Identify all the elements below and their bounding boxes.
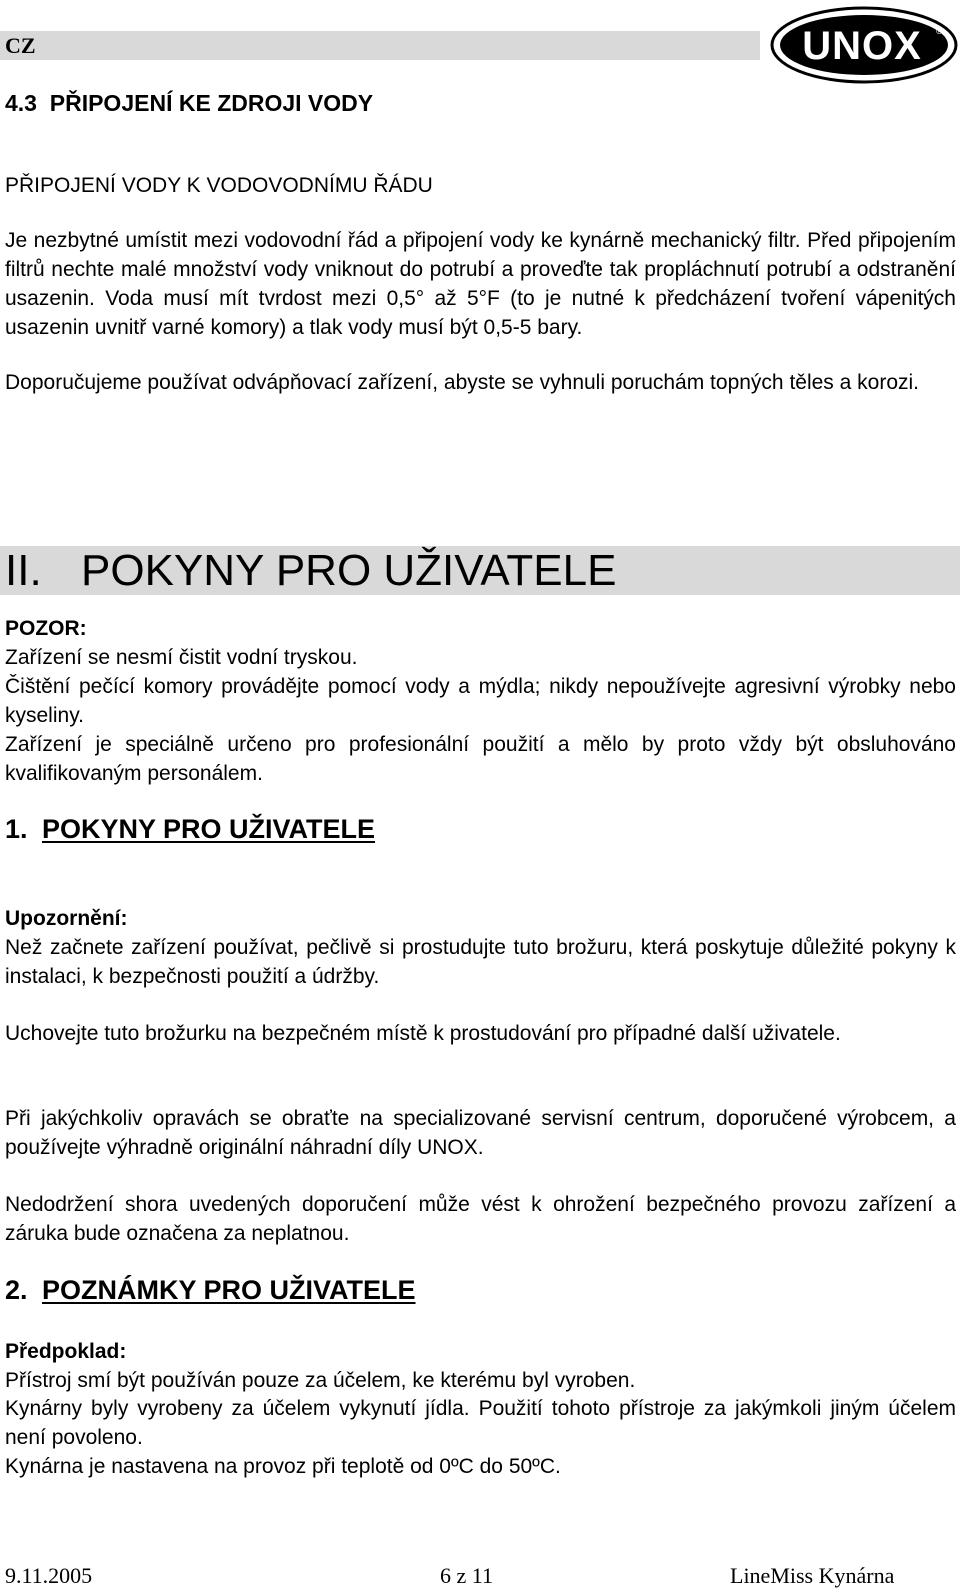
part-number: II. (5, 546, 42, 595)
premise-label: Předpoklad: (5, 1340, 127, 1363)
paragraph: Uchovejte tuto brožurku na bezpečném místě k prostudování pro případné další uživatele. (5, 1022, 841, 1045)
warning-line: Zařízení se nesmí čistit vodní tryskou. (5, 646, 358, 669)
chapter-title: POKYNY PRO UŽIVATELE (42, 814, 376, 844)
warning-label: POZOR: (5, 617, 87, 640)
premise-line: Kynárny byly vyrobeny za účelem vykynutí jídla. Použití tohoto přístroje za jakýmkoli jiným účelem není povoleno. (5, 1397, 956, 1449)
paragraph: Než začnete zařízení používat, pečlivě si prostudujte tuto brožuru, která poskytuje důležité pokyny k instalaci, k bezpečnosti použití a údržby. (5, 936, 956, 988)
unox-logo (770, 6, 958, 84)
section-heading: 4.3 PŘIPOJENÍ KE ZDROJI VODY (5, 90, 374, 116)
chapter-title: POZNÁMKY PRO UŽIVATELE (42, 1275, 416, 1305)
part-title (5, 546, 616, 595)
paragraph: Při jakýchkoliv opravách se obraťte na specializované servisní centrum, doporučené výrobcem, a používejte výhradně originální náhradní díly UNOX. (5, 1107, 956, 1159)
svg-text:®: ® (936, 26, 943, 36)
paragraph: Je nezbytné umístit mezi vodovodní řád a připojení vody ke kynárně mechanický filtr. Před připojením filtrů nechte malé množství vody vniknout do potrubí a proveďte tak propláchnutí potrubí a odstranění usazenin. Voda musí mít tvrdost mezi 0,5° až 5°F (to je nutné k předcházení tvoření vápenitých usazenin uvnitř varné komory) a tlak vody musí být 0,5-5 bary. (5, 229, 956, 339)
premise-line: Přístroj smí být používán pouze za účelem, ke kterému byl vyroben. (5, 1369, 636, 1392)
language-code: CZ (5, 33, 36, 58)
notice-label: Upozornění: (5, 907, 128, 930)
footer-page-number: 6 z 11 (440, 1563, 493, 1588)
chapter-1-heading (5, 813, 375, 845)
premise-line: Kynárna je nastavena na provoz při teplotě od 0ºC do 50ºC. (5, 1455, 561, 1478)
footer-date: 9.11.2005 (5, 1563, 93, 1588)
svg-text:UNOX: UNOX (802, 24, 922, 68)
warning-line: Čištění pečící komory provádějte pomocí vody a mýdla; nikdy nepoužívejte agresivní výrobky nebo kyseliny. (5, 675, 956, 727)
footer-product: LineMiss Kynárna (730, 1563, 895, 1588)
chapter-number: 1. (5, 814, 28, 844)
chapter-2-heading (5, 1274, 416, 1306)
paragraph: Doporučujeme používat odvápňovací zařízení, abyste se vyhnuli poruchám topných těles a korozi. (5, 371, 920, 394)
part-title-text: POKYNY PRO UŽIVATELE (81, 546, 617, 595)
paragraph: Nedodržení shora uvedených doporučení může vést k ohrožení bezpečného provozu zařízení a záruka bude označena za neplatnou. (5, 1193, 956, 1245)
warning-line: Zařízení je speciálně určeno pro profesionální použití a mělo by proto vždy být obsluhováno kvalifikovaným personálem. (5, 733, 956, 785)
subheading: PŘIPOJENÍ VODY K VODOVODNÍMU ŘÁDU (5, 174, 433, 197)
header-bar (0, 31, 760, 60)
chapter-number: 2. (5, 1275, 28, 1305)
